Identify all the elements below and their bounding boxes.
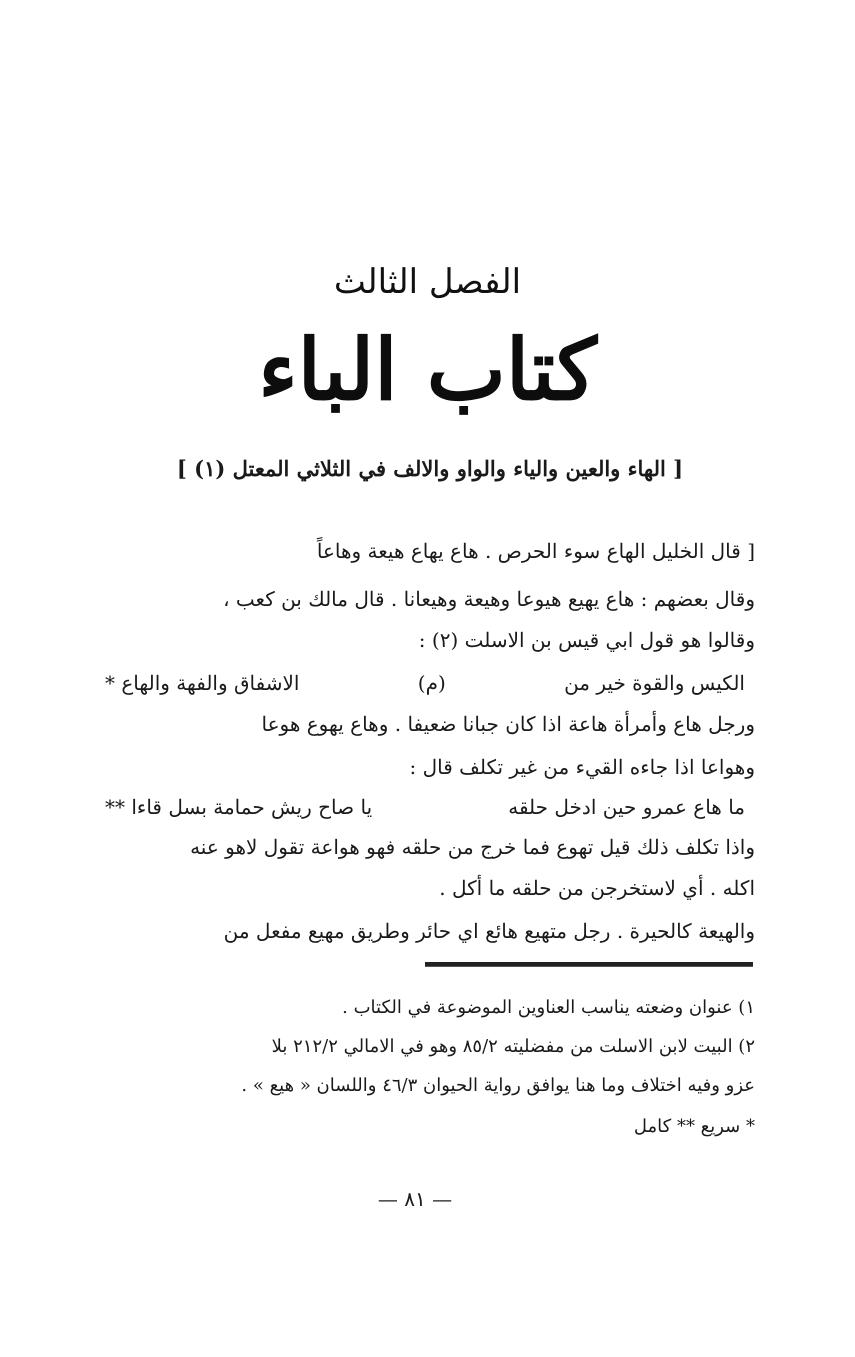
section-subtitle: [ الهاء والعين والياء والواو والالف في الثلاثي المعتل (١) ] [176, 456, 684, 481]
body-line: والهيعة كالحيرة . رجل متهيع هائع اي حائر وطريق مهيع مفعل من [223, 919, 755, 943]
verse-hemistich-right: ما هاع عمرو حين ادخل حلقه [508, 795, 745, 819]
verse-line [105, 792, 745, 822]
footnote: ١) عنوان وضعته يناسب العناوين الموضوعة في الكتاب . [342, 997, 755, 1018]
verse-hemistich-left: الاشفاق والفهة والهاع * [105, 671, 300, 695]
verse-mark: (م) [417, 671, 446, 695]
book-title: كتاب الباء [258, 320, 597, 419]
body-line: ورجل هاع وأمرأة هاعة اذا كان جبانا ضعيفا . وهاع يهوع هوعا [261, 712, 755, 736]
footnote-divider [425, 962, 753, 967]
verse-hemistich-left: يا صاح ريش حمامة بسل قاءا ** [105, 795, 373, 819]
body-line: واذا تكلف ذلك قيل تهوع فما خرج من حلقه فهو هواعة تقول لاهو عنه [190, 835, 755, 859]
body-line: [ قال الخليل الهاع سوء الحرص . هاع يهاع هيعة وهاعاً [316, 539, 755, 563]
chapter-heading: الفصل الثالث [333, 262, 522, 302]
body-line: وقال بعضهم : هاع يهيع هيوعا وهيعة وهيعانا . قال مالك بن كعب ، [223, 587, 755, 611]
footnote: ٢) البيت لابن الاسلت من مفضليته ٨٥/٢ وهو في الامالي ٢١٢/٢ بلا [271, 1036, 755, 1057]
verse-hemistich-right: الكيس والقوة خير من [564, 671, 745, 695]
footnote: عزو وفيه اختلاف وما هنا يوافق رواية الحيوان ٤٦/٣ واللسان « هيع » . [241, 1075, 755, 1096]
body-line: اكله . أي لاستخرجن من حلقه ما أكل . [439, 876, 755, 900]
meter-note: * سريع ** كامل [633, 1116, 755, 1137]
body-line: وقالوا هو قول ابي قيس بن الاسلت (٢) : [418, 628, 755, 652]
page-number: — ٨١ — [377, 1187, 453, 1211]
body-line: وهواعا اذا جاءه القيء من غير تكلف قال : [409, 755, 755, 779]
verse-line [105, 668, 745, 698]
